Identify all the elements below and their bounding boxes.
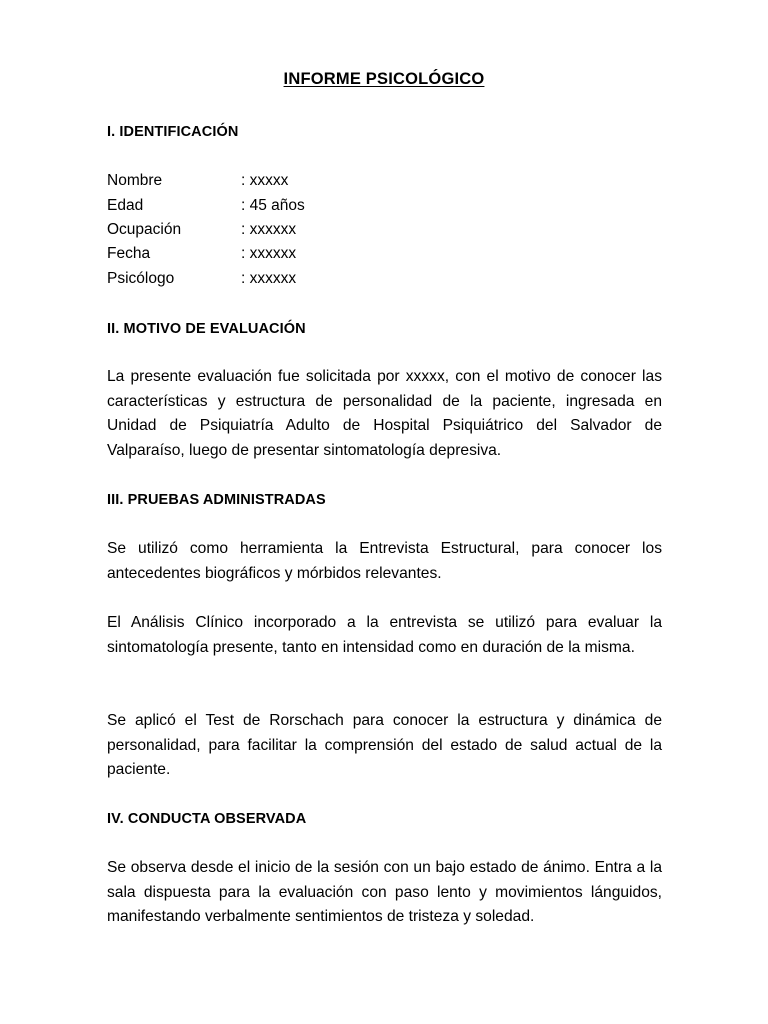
section-heading-motivo: II. MOTIVO DE EVALUACIÓN [107,321,306,337]
document-title: INFORME PSICOLÓGICO [283,70,485,88]
id-value: : xxxxxx [241,270,297,287]
id-value: : xxxxxx [241,221,297,238]
paragraph-pruebas-rorschach: Se aplicó el Test de Rorschach para conocer la estructura y dinámica de personalidad, para facilitar la comprensión del estado de salud actual de la paciente. [107,712,662,778]
id-label: Edad [107,197,144,214]
paragraph-motivo: La presente evaluación fue solicitada por xxxxx, con el motivo de conocer las características y estructura de personalidad de la paciente, ingresada en Unidad de Psiquiatría Adulto de Hospital Psiquiátrico del Salvador de Valparaíso, luego de presentar sintomatología depresiva. [107,368,662,459]
id-row-nombre [107,169,667,193]
id-row-ocupacion [107,218,667,242]
id-label: Nombre [107,172,163,189]
id-row-edad [107,194,667,218]
id-label: Psicólogo [107,270,175,287]
id-label: Ocupación [107,221,182,238]
id-value: : xxxxx [241,172,289,189]
paragraph-pruebas-entrevista: Se utilizó como herramienta la Entrevista Estructural, para conocer los antecedentes biográficos y mórbidos relevantes. [107,540,662,582]
section-heading-conducta: IV. CONDUCTA OBSERVADA [107,811,307,827]
paragraph-pruebas-analisis: El Análisis Clínico incorporado a la entrevista se utilizó para evaluar la sintomatología presente, tanto en intensidad como en duración de la misma. [107,614,662,656]
section-heading-pruebas: III. PRUEBAS ADMINISTRADAS [107,492,326,508]
id-row-psicologo [107,267,667,291]
paragraph-conducta: Se observa desde el inicio de la sesión con un bajo estado de ánimo. Entra a la sala dispuesta para la evaluación con paso lento y movimientos lánguidos, manifestando verbalmente sentimientos de tristeza y soledad. [107,859,662,925]
id-row-fecha [107,242,667,266]
id-value: : 45 años [241,197,305,214]
id-label: Fecha [107,245,151,262]
section-heading-identificacion: I. IDENTIFICACIÓN [107,124,239,140]
id-value: : xxxxxx [241,245,297,262]
